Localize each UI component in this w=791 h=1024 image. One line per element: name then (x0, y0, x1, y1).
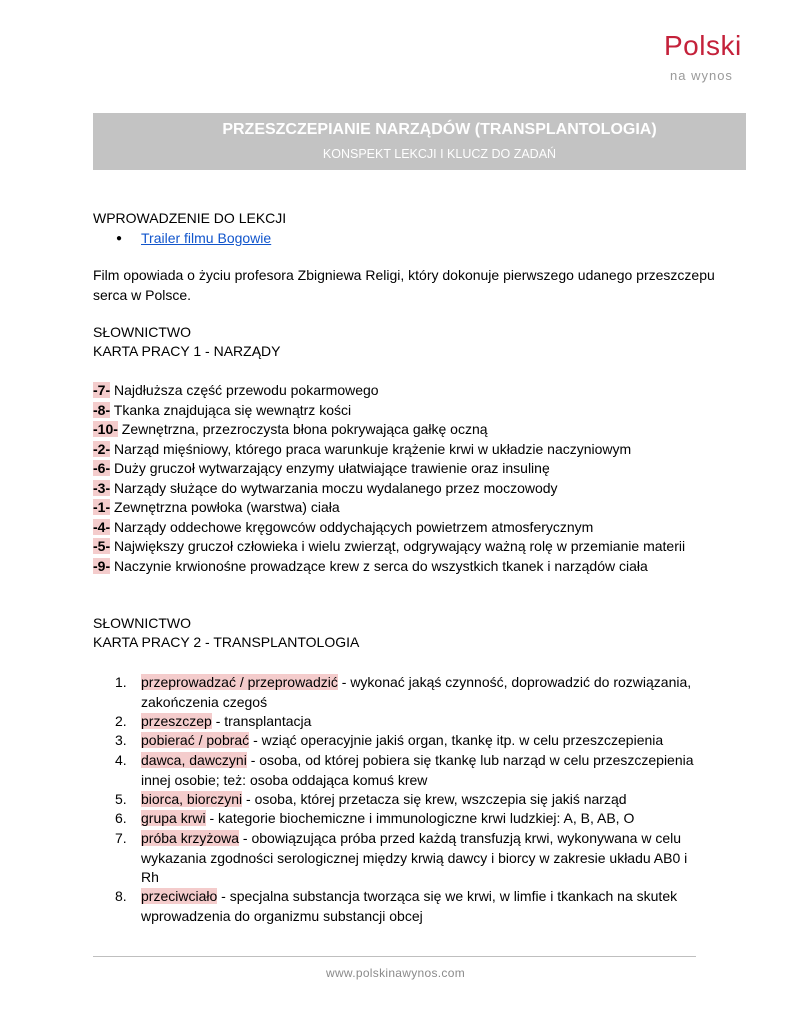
vocab-definition: - obowiązująca próba przed każdą transfuzją krwi, wykonywana w celu wykazania zgodności serologicznej między krwią dawcy i biorcy w zakresie układu AB0 i Rh (141, 830, 688, 885)
section2-heading: SŁOWNICTWO (93, 615, 191, 631)
item-text: Narządy oddechowe kręgowców oddychających powietrzem atmosferycznym (110, 519, 594, 535)
page-subtitle: KONSPEKT LEKCJI I KLUCZ DO ZADAŃ (322, 147, 557, 161)
list-item (93, 440, 631, 459)
item-text: Duży gruczoł wytwarzający enzymy ułatwiające trawienie oraz insulinę (110, 460, 550, 476)
vocab-definition: - osoba, której przetacza się krew, wszczepia się jakiś narząd (242, 791, 627, 807)
logo-wordmark: Polski (664, 30, 742, 61)
vocab-term: biorca, biorczyni (141, 791, 243, 807)
vocab-term: grupa krwi (141, 810, 206, 826)
vocab-definition: - wykonać jakąś czynność, doprowadzić do rozwiązania, zakończenia czegoś (141, 674, 692, 710)
intro-heading: WPROWADZENIE DO LEKCJI (93, 210, 287, 226)
footer-url: www.polskinawynos.com (325, 966, 465, 980)
list-number: 2. (115, 713, 127, 729)
intro-paragraph-line2: serca w Polsce. (93, 287, 192, 303)
section2-subheading: KARTA PRACY 2 - TRANSPLANTOLOGIA (93, 634, 360, 650)
section1-heading: SŁOWNICTWO (93, 324, 191, 340)
list-number: 6. (115, 810, 127, 826)
header-banner (93, 113, 746, 170)
vocab-definition: - specjalna substancja tworząca się we krwi, w limfie i tkankach na skutek wprowadzenia do organizmu substancji obcej (141, 888, 678, 924)
vocab-term: przeszczep (141, 713, 212, 729)
logo (0, 30, 791, 90)
answer-number: -1- (93, 499, 111, 515)
vocab-term: pobierać / pobrać (141, 732, 250, 748)
item-text: Narząd mięśniowy, którego praca warunkuje krążenie krwi w układzie naczyniowym (110, 441, 632, 457)
list-item (141, 790, 701, 810)
list-item (141, 809, 701, 829)
list-item (93, 381, 379, 400)
section1-subheading: KARTA PRACY 1 - NARZĄDY (93, 343, 281, 359)
list-number: 4. (115, 752, 127, 768)
list-item (141, 712, 701, 732)
list-item (141, 887, 701, 926)
bullet-dot: ● (116, 233, 123, 244)
list-number: 3. (115, 732, 127, 748)
list-item (93, 498, 340, 517)
item-text: Najdłuższa część przewodu pokarmowego (110, 382, 379, 398)
list-item (93, 479, 558, 498)
vocab-term: przeprowadzać / przeprowadzić (141, 674, 338, 690)
vocab-definition: - wziąć operacyjnie jakiś organ, tkankę itp. w celu przeszczepienia (249, 732, 664, 748)
answer-number: -9- (93, 558, 111, 574)
answer-number: -7- (93, 382, 111, 398)
vocab-term: przeciwciało (141, 888, 218, 904)
answer-number: -2- (93, 441, 111, 457)
list-item (141, 751, 701, 790)
list-item (93, 420, 488, 439)
vocab-term: dawca, dawczyni (141, 752, 247, 768)
answer-number: -4- (93, 519, 111, 535)
list-item (93, 459, 550, 478)
item-text: Narządy służące do wytwarzania moczu wydalanego przez moczowody (110, 480, 558, 496)
vocab-definition: - kategorie biochemiczne i immunologiczne krwi ludzkiej: A, B, AB, O (205, 810, 635, 826)
answer-number: -6- (93, 460, 111, 476)
answer-number: -5- (93, 538, 111, 554)
list-item (141, 731, 701, 751)
list-item (93, 537, 685, 556)
item-text: Największy gruczoł człowieka i wielu zwierząt, odgrywający ważną rolę w przemianie materii (110, 538, 686, 554)
intro-paragraph-line1: Film opowiada o życiu profesora Zbigniewa Religi, który dokonuje pierwszego udanego przeszczepu (93, 267, 715, 283)
item-text: Zewnętrzna, przezroczysta błona pokrywająca gałkę oczną (117, 421, 488, 437)
item-text: Tkanka znajdująca się wewnątrz kości (110, 402, 352, 418)
page-title: PRZESZCZEPIANIE NARZĄDÓW (TRANSPLANTOLOGIA) (222, 121, 657, 138)
item-text: Zewnętrzna powłoka (warstwa) ciała (110, 499, 340, 515)
list-item (141, 673, 701, 712)
list-item (93, 557, 648, 576)
list-item (93, 518, 593, 537)
logo-tagline: na wynos (670, 68, 733, 83)
list-number: 1. (115, 674, 127, 690)
list-number: 7. (115, 830, 127, 846)
list-item (93, 401, 351, 420)
list-number: 5. (115, 791, 127, 807)
answer-number: -8- (93, 402, 111, 418)
answer-number: -10- (93, 421, 118, 437)
item-text: Naczynie krwionośne prowadzące krew z serca do wszystkich tkanek i narządów ciała (110, 558, 648, 574)
footer-divider (93, 956, 696, 957)
vocab-term: próba krzyżowa (141, 830, 240, 846)
trailer-link[interactable]: Trailer filmu Bogowie (141, 230, 272, 246)
vocab-definition: - transplantacja (211, 713, 312, 729)
answer-number: -3- (93, 480, 111, 496)
list-item (141, 829, 701, 888)
vocab-definition: - osoba, od której pobiera się tkankę lub narząd w celu przeszczepienia innej osobie; też: osoba oddająca komuś krew (141, 752, 694, 788)
list-number: 8. (115, 888, 127, 904)
